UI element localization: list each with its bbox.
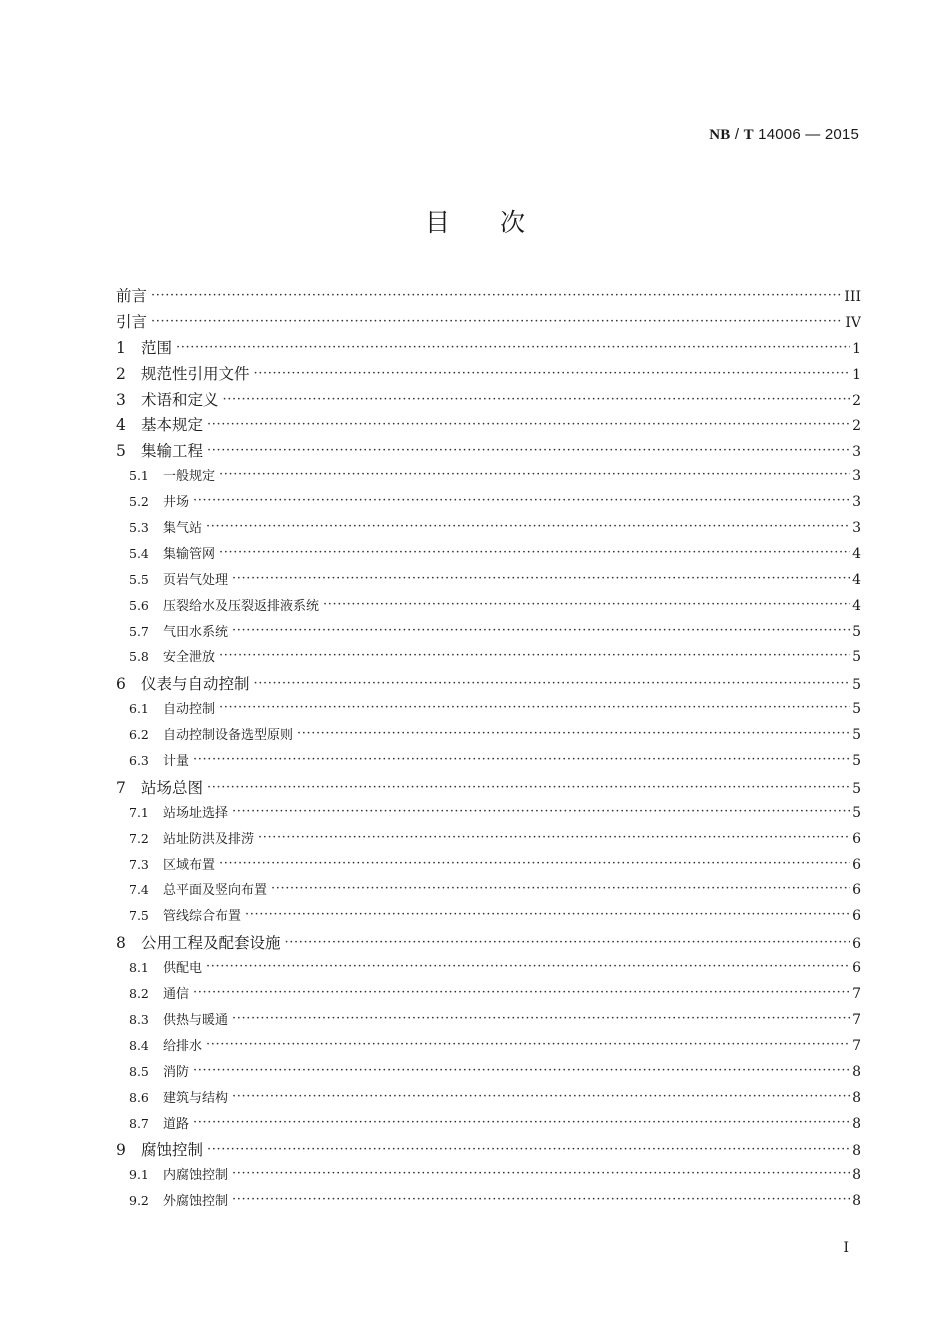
- toc-entry-page: 5: [852, 677, 861, 694]
- dot-leader: [151, 311, 843, 327]
- toc-entry-label: 集输工程: [141, 442, 204, 461]
- toc-entry[interactable]: [116, 543, 861, 569]
- dot-leader: [193, 493, 850, 506]
- toc-entry-label: 基本规定: [141, 416, 204, 435]
- toc-entry-label: 消防: [163, 1064, 190, 1080]
- toc-entry-number: 5.7: [129, 623, 149, 639]
- toc-entry-number: 9: [116, 1141, 126, 1160]
- toc-entry-page: 4: [852, 571, 861, 588]
- dot-leader: [206, 1037, 850, 1050]
- toc-entry-page: 8: [852, 1193, 861, 1210]
- toc-entry-label: 范围: [141, 338, 173, 357]
- toc-entry-label: 自动控制: [163, 702, 216, 718]
- toc-entry-page: III: [844, 289, 861, 305]
- toc-entry-label: 自动控制设备选型原则: [163, 728, 294, 744]
- toc-entry[interactable]: [116, 672, 861, 698]
- toc-entry[interactable]: [116, 646, 861, 672]
- dot-leader: [219, 700, 850, 713]
- toc-entry[interactable]: [116, 1061, 861, 1087]
- toc-entry[interactable]: [116, 1087, 861, 1113]
- toc-entry-label: 仪表与自动控制: [141, 675, 250, 694]
- dot-leader: [232, 1192, 850, 1205]
- toc-entry-label: 引言: [116, 312, 148, 331]
- dot-leader: [297, 726, 850, 739]
- toc-entry-page: 6: [852, 882, 861, 899]
- toc-entry-label: 规范性引用文件: [141, 364, 250, 383]
- toc-entry[interactable]: [116, 362, 861, 388]
- toc-entry-page: 6: [852, 856, 861, 873]
- toc-entry-label: 供热与暖通: [163, 1012, 229, 1028]
- toc-entry-label: 内腐蚀控制: [163, 1168, 229, 1184]
- toc-entry-number: 5.8: [129, 649, 149, 665]
- toc-entry-label: 压裂给水及压裂返排液系统: [163, 598, 320, 614]
- toc-entry[interactable]: [116, 957, 861, 983]
- toc-entry[interactable]: [116, 724, 861, 750]
- toc-entry-number: 7.5: [129, 908, 149, 924]
- toc-entry-number: 6: [116, 675, 126, 694]
- toc-entry-number: 8.4: [129, 1037, 149, 1053]
- dot-leader: [207, 777, 850, 793]
- dot-leader: [193, 1063, 850, 1076]
- toc-entry-page: 8: [852, 1089, 861, 1106]
- toc-entry-page: 2: [852, 418, 861, 435]
- toc-entry-label: 道路: [163, 1116, 190, 1132]
- toc-entry[interactable]: [116, 1113, 861, 1139]
- toc-entry-label: 腐蚀控制: [141, 1141, 204, 1160]
- toc-entry-page: 3: [852, 520, 861, 537]
- toc-entry-page: IV: [845, 314, 861, 331]
- toc-entry-page: 7: [852, 1037, 861, 1054]
- table-of-contents: [116, 284, 861, 1216]
- toc-entry-label: 站场址选择: [163, 805, 229, 821]
- toc-entry-number: 8.5: [129, 1063, 149, 1079]
- toc-entry-page: 5: [852, 804, 861, 821]
- toc-entry-number: 7.3: [129, 856, 149, 872]
- toc-entry-page: 5: [852, 649, 861, 666]
- toc-entry[interactable]: [116, 879, 861, 905]
- dot-leader: [245, 907, 850, 920]
- toc-entry-page: 5: [852, 727, 861, 744]
- toc-entry-page: 6: [852, 936, 861, 953]
- toc-entry-page: 8: [852, 1063, 861, 1080]
- toc-entry-label: 建筑与结构: [163, 1090, 229, 1106]
- toc-entry[interactable]: [116, 595, 861, 621]
- dot-leader: [193, 1115, 850, 1128]
- toc-entry-page: 5: [852, 701, 861, 718]
- toc-entry-number: 6.2: [129, 727, 149, 743]
- toc-entry-number: 9.2: [129, 1193, 149, 1209]
- toc-entry-number: 8.1: [129, 960, 149, 976]
- dot-leader: [207, 415, 850, 431]
- toc-entry-page: 5: [852, 780, 861, 797]
- toc-entry-page: 2: [852, 392, 861, 409]
- toc-entry-number: 8: [116, 934, 126, 953]
- toc-entry-number: 8.6: [129, 1089, 149, 1105]
- toc-entry[interactable]: [116, 310, 861, 336]
- toc-entry-page: 5: [852, 753, 861, 770]
- toc-entry-label: 一般规定: [163, 469, 216, 485]
- toc-entry-page: 4: [852, 545, 861, 562]
- dot-leader: [258, 830, 850, 843]
- toc-entry[interactable]: [116, 983, 861, 1009]
- toc-entry-page: 8: [852, 1115, 861, 1132]
- dot-leader: [151, 286, 842, 302]
- toc-entry-number: 9.1: [129, 1167, 149, 1183]
- dot-leader: [323, 597, 850, 610]
- dot-leader: [207, 441, 850, 457]
- toc-entry-number: 6.3: [129, 753, 149, 769]
- toc-entry-number: 1: [116, 338, 126, 357]
- dot-leader: [219, 648, 850, 661]
- toc-entry[interactable]: [116, 517, 861, 543]
- toc-entry-page: 5: [852, 623, 861, 640]
- toc-entry-label: 井场: [163, 495, 190, 511]
- toc-entry[interactable]: [116, 750, 861, 776]
- toc-entry[interactable]: [116, 931, 861, 957]
- toc-entry-number: 5.1: [129, 468, 149, 484]
- dot-leader: [232, 1089, 850, 1102]
- toc-entry-number: 7: [116, 778, 126, 797]
- toc-entry-label: 站址防洪及排涝: [163, 831, 255, 847]
- toc-entry-label: 区域布置: [163, 857, 216, 873]
- standard-prefix: NB: [709, 127, 731, 143]
- toc-entry-number: 5.3: [129, 520, 149, 536]
- dot-leader: [193, 985, 850, 998]
- toc-entry[interactable]: [116, 388, 861, 414]
- dot-leader: [219, 467, 850, 480]
- toc-entry-page: 3: [852, 494, 861, 511]
- toc-entry-label: 集输管网: [163, 546, 216, 562]
- toc-entry-number: 7.4: [129, 882, 149, 898]
- toc-entry-page: 7: [852, 1011, 861, 1028]
- toc-entry-number: 4: [116, 416, 126, 435]
- toc-entry-number: 2: [116, 364, 126, 383]
- toc-entry-label: 前言: [116, 287, 148, 305]
- toc-entry[interactable]: [116, 1164, 861, 1190]
- toc-entry-number: 5: [116, 442, 126, 461]
- dot-leader: [223, 389, 850, 405]
- toc-entry-page: 6: [852, 830, 861, 847]
- dot-leader: [232, 1166, 850, 1179]
- toc-entry-page: 7: [852, 986, 861, 1003]
- toc-entry[interactable]: [116, 776, 861, 802]
- toc-entry[interactable]: [116, 1190, 861, 1216]
- toc-entry-label: 通信: [163, 987, 190, 1003]
- dot-leader: [271, 881, 850, 894]
- standard-separator: /: [730, 126, 744, 143]
- toc-entry-label: 总平面及竖向布置: [163, 883, 268, 899]
- dot-leader: [207, 1140, 850, 1156]
- dot-leader: [285, 933, 850, 949]
- toc-entry-label: 供配电: [163, 961, 203, 977]
- dot-leader: [232, 804, 850, 817]
- toc-entry-number: 7.2: [129, 830, 149, 846]
- dot-leader: [176, 337, 850, 353]
- toc-entry-page: 8: [852, 1143, 861, 1160]
- dot-leader: [219, 545, 850, 558]
- toc-entry[interactable]: [116, 621, 861, 647]
- toc-entry-label: 管线综合布置: [163, 909, 242, 925]
- toc-entry-number: 8.7: [129, 1115, 149, 1131]
- toc-entry-label: 页岩气处理: [163, 572, 229, 588]
- standard-number: 14006 — 2015: [753, 126, 859, 143]
- toc-entry-label: 术语和定义: [141, 390, 219, 409]
- toc-entry[interactable]: [116, 905, 861, 931]
- toc-entry[interactable]: [116, 465, 861, 491]
- toc-entry-label: 外腐蚀控制: [163, 1194, 229, 1210]
- toc-entry[interactable]: [116, 1035, 861, 1061]
- toc-entry-label: 安全泄放: [163, 650, 216, 666]
- toc-entry-number: 8.3: [129, 1011, 149, 1027]
- toc-entry-label: 公用工程及配套设施: [141, 934, 281, 953]
- toc-entry-page: 3: [852, 468, 861, 485]
- toc-entry-label: 计量: [163, 754, 190, 770]
- toc-entry[interactable]: [116, 854, 861, 880]
- dot-leader: [206, 519, 850, 532]
- toc-entry-page: 8: [852, 1167, 861, 1184]
- toc-entry[interactable]: [116, 569, 861, 595]
- toc-entry-label: 站场总图: [141, 778, 204, 797]
- toc-entry[interactable]: [116, 1009, 861, 1035]
- toc-entry[interactable]: [116, 1138, 861, 1164]
- toc-entry-page: 6: [852, 960, 861, 977]
- toc-entry-page: 6: [852, 908, 861, 925]
- dot-leader: [232, 623, 850, 636]
- standard-type: T: [743, 127, 754, 143]
- toc-entry-number: 5.2: [129, 494, 149, 510]
- toc-entry[interactable]: [116, 336, 861, 362]
- toc-entry-number: 8.2: [129, 986, 149, 1002]
- toc-entry-label: 集气站: [163, 521, 203, 537]
- toc-entry-page: 3: [852, 444, 861, 461]
- dot-leader: [254, 363, 850, 379]
- toc-entry-number: 5.6: [129, 597, 149, 613]
- toc-entry-number: 6.1: [129, 701, 149, 717]
- dot-leader: [254, 674, 850, 690]
- toc-entry[interactable]: [116, 439, 861, 465]
- page-number: I: [843, 1240, 849, 1256]
- dot-leader: [232, 1011, 850, 1024]
- toc-entry-number: 7.1: [129, 804, 149, 820]
- dot-leader: [219, 856, 850, 869]
- toc-entry[interactable]: [116, 802, 861, 828]
- toc-entry-page: 1: [852, 366, 861, 383]
- toc-entry[interactable]: [116, 828, 861, 854]
- toc-entry-label: 给排水: [163, 1038, 203, 1054]
- toc-entry[interactable]: [116, 413, 861, 439]
- toc-entry[interactable]: [116, 284, 861, 310]
- standard-code: [709, 126, 859, 144]
- page-title: 目次: [424, 208, 575, 237]
- toc-entry-number: 5.4: [129, 545, 149, 561]
- toc-entry[interactable]: [116, 698, 861, 724]
- toc-entry-number: 3: [116, 390, 126, 409]
- dot-leader: [206, 959, 850, 972]
- dot-leader: [193, 752, 850, 765]
- toc-entry-number: 5.5: [129, 571, 149, 587]
- toc-entry-label: 气田水系统: [163, 624, 229, 640]
- toc-entry-page: 1: [852, 340, 861, 357]
- toc-entry[interactable]: [116, 491, 861, 517]
- dot-leader: [232, 571, 850, 584]
- toc-entry-page: 4: [852, 597, 861, 614]
